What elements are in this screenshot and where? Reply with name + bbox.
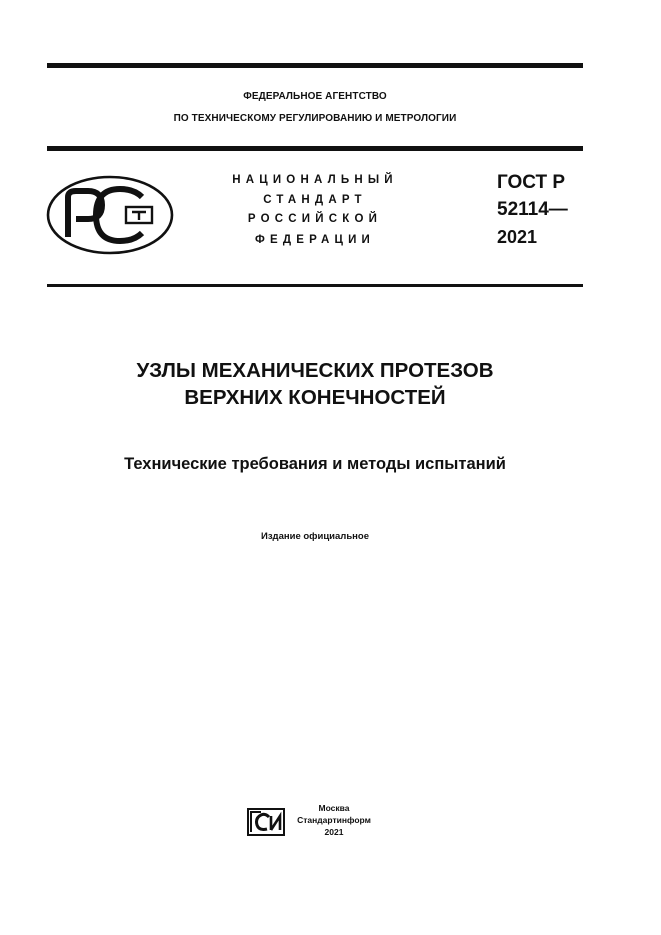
edition-label: Издание официальное: [261, 531, 369, 542]
standartinform-logo-icon: [247, 808, 285, 836]
standard-designation-line-3: 2021: [497, 227, 538, 247]
standard-designation-line-2: 52114—: [497, 199, 568, 220]
national-label-line-2: СТАНДАРТ: [263, 194, 367, 206]
agency-name-line-1: ФЕДЕРАЛЬНОЕ АГЕНТСТВО: [243, 91, 387, 102]
agency-name-line-2: ПО ТЕХНИЧЕСКОМУ РЕГУЛИРОВАНИЮ И МЕТРОЛОГИИ: [173, 113, 457, 124]
top-rule: [47, 63, 583, 68]
middle-rule: [47, 146, 583, 151]
document-title-line-1: УЗЛЫ МЕХАНИЧЕСКИХ ПРОТЕЗОВ: [136, 359, 494, 382]
publisher-name: Стандартинформ: [297, 815, 371, 825]
national-label-line-4: ФЕДЕРАЦИИ: [254, 234, 376, 246]
document-title-line-2: ВЕРХНИХ КОНЕЧНОСТЕЙ: [184, 386, 446, 409]
lower-rule: [47, 284, 583, 287]
document-subtitle: Технические требования и методы испытаний: [124, 455, 506, 473]
national-label-line-1: НАЦИОНАЛЬНЫЙ: [232, 174, 398, 186]
publisher-city: Москва: [318, 803, 350, 813]
publication-year: 2021: [324, 827, 344, 837]
national-label-line-3: РОССИЙСКОЙ: [247, 213, 383, 225]
gost-r-logo-icon: [46, 175, 174, 255]
standard-designation-line-1: ГОСТ Р: [497, 172, 566, 193]
